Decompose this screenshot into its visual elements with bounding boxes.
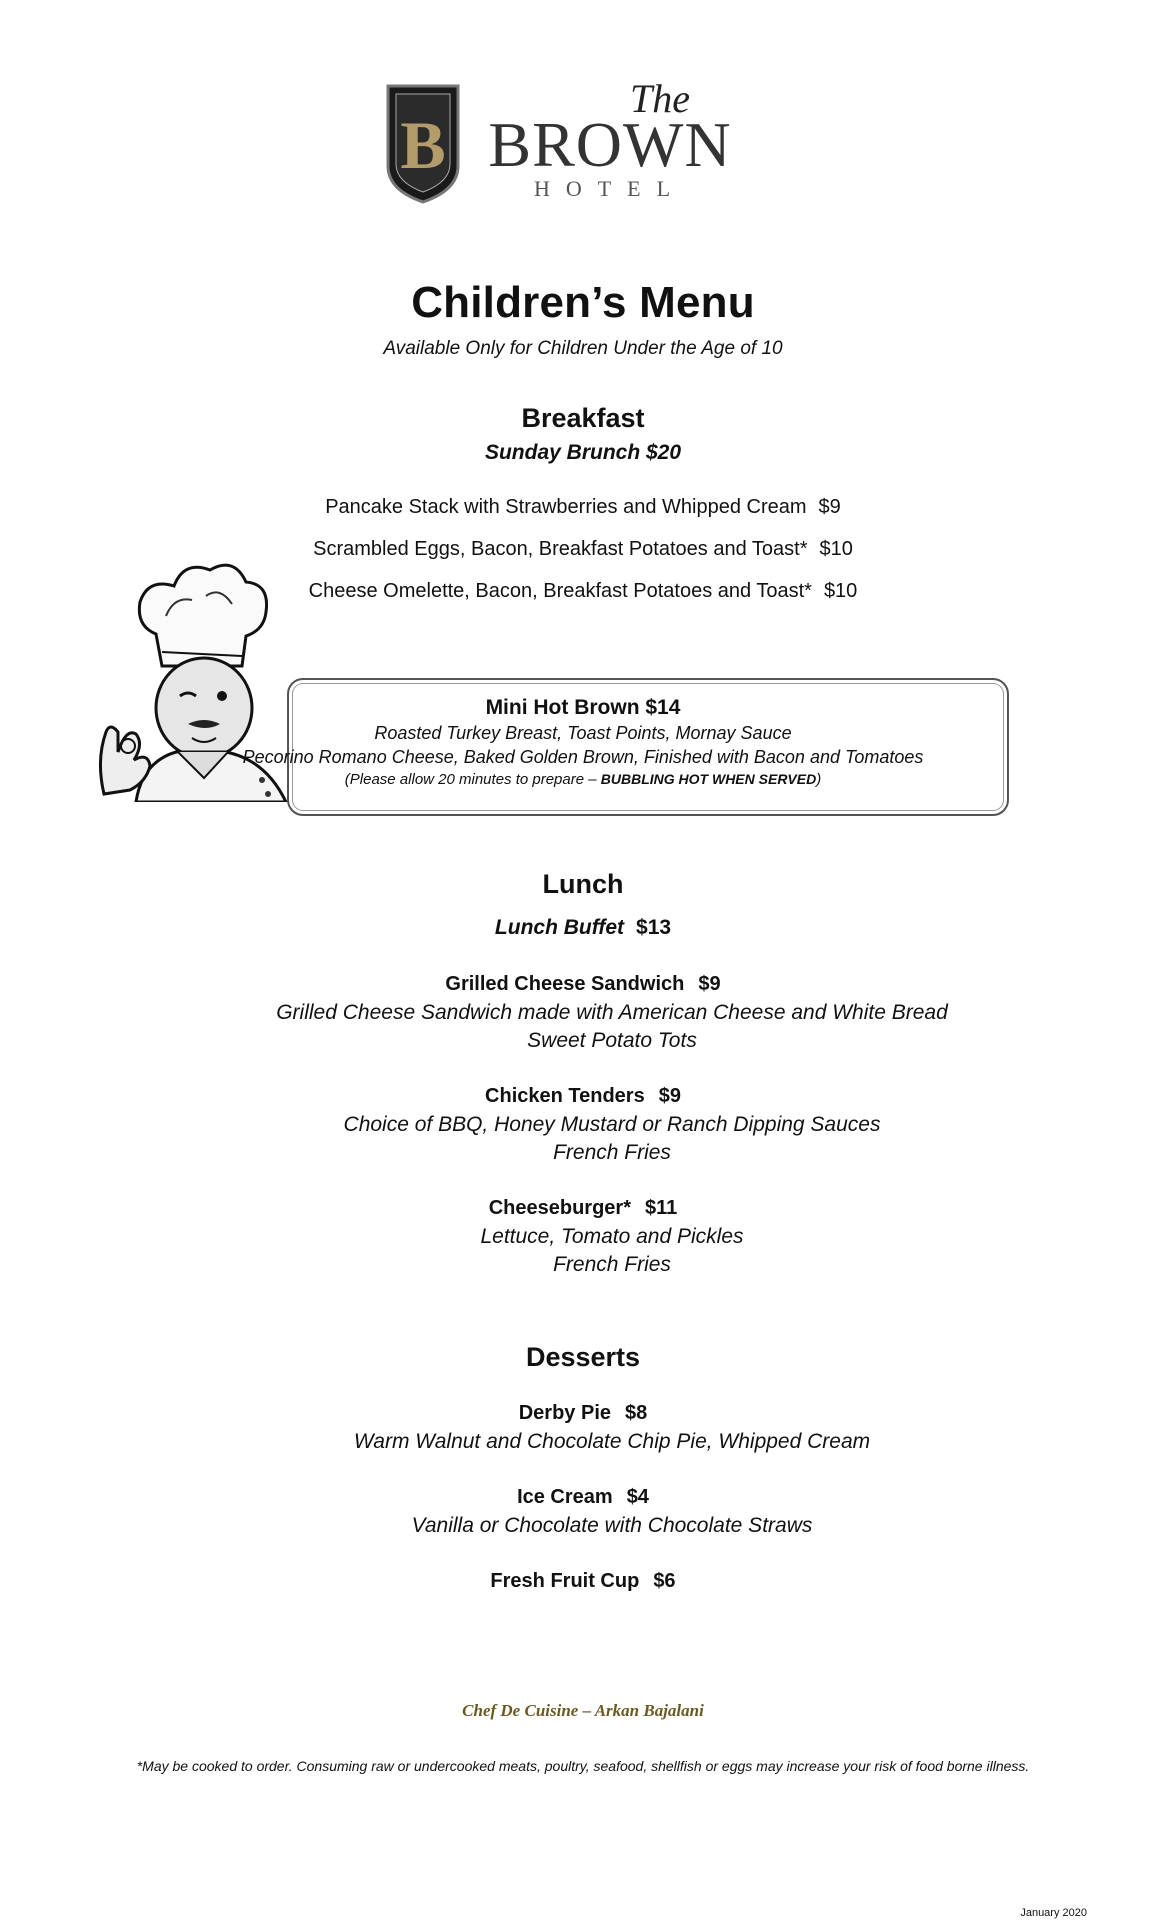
lunch-item-name: Cheeseburger* [488,1197,631,1219]
dessert-item [0,1402,1166,1425]
mini-hot-brown-note [0,771,1166,788]
lunch-item-desc: Lettuce, Tomato and Pickles [480,1225,744,1248]
dessert-item-price: $4 [626,1486,649,1508]
lunch-item-name: Grilled Cheese Sandwich [445,973,685,995]
lunch-heading: Lunch [542,869,624,899]
dessert-item [0,1486,1166,1509]
svg-text:BROWN: BROWN [488,109,732,180]
mini-hot-brown-desc-1: Roasted Turkey Breast, Toast Points, Mornay Sauce [374,723,792,743]
dessert-item-desc: Vanilla or Chocolate with Chocolate Straws [411,1514,813,1537]
lunch-buffet [0,916,1166,940]
lunch-item [0,1197,1166,1220]
mini-hot-brown-desc-2: Pecorino Romano Cheese, Baked Golden Brown, Finished with Bacon and Tomatoes [242,747,924,767]
lunch-item-desc: Choice of BBQ, Honey Mustard or Ranch Dipping Sauces [343,1113,881,1136]
menu-date: January 2020 [1020,1907,1087,1919]
dessert-item-name: Derby Pie [518,1402,611,1424]
lunch-buffet-label: Lunch Buffet [494,916,625,939]
breakfast-item [0,496,1166,519]
lunch-item-price: $9 [698,973,721,995]
page-title: Children’s Menu [411,278,755,327]
desserts-heading: Desserts [525,1342,641,1372]
svg-text:The: The [630,78,690,121]
sunday-brunch: Sunday Brunch $20 [484,441,682,464]
lunch-buffet-price: $13 [636,916,672,939]
lunch-item-side: Sweet Potato Tots [527,1029,697,1052]
svg-text:HOTEL: HOTEL [533,176,687,201]
breakfast-item-price: $10 [823,580,858,602]
breakfast-heading: Breakfast [521,403,645,433]
lunch-item [0,1085,1166,1108]
dessert-item-desc: Warm Walnut and Chocolate Chip Pie, Whipped Cream [353,1430,871,1453]
page-subtitle: Available Only for Children Under the Age of 10 [383,338,783,359]
breakfast-item-price: $10 [819,538,853,560]
dessert-item [0,1570,1166,1593]
brown-hotel-logo [378,78,758,206]
lunch-item-desc: Grilled Cheese Sandwich made with American Cheese and White Bread [276,1001,948,1024]
breakfast-item-name: Scrambled Eggs, Bacon, Breakfast Potatoes and Toast* [313,538,808,560]
lunch-item-price: $11 [645,1197,678,1219]
lunch-item-side: French Fries [553,1141,671,1164]
dessert-item-name: Fresh Fruit Cup [490,1570,640,1592]
lunch-item-price: $9 [658,1085,681,1107]
note-suffix: ) [816,771,822,788]
lunch-item-side: French Fries [553,1253,671,1276]
dessert-item-name: Ice Cream [517,1486,613,1508]
lunch-item [0,973,1166,996]
lunch-item-name: Chicken Tenders [485,1085,645,1107]
breakfast-item-name: Pancake Stack with Strawberries and Whipped Cream [325,496,807,518]
dessert-item-price: $6 [653,1570,676,1592]
note-prefix: (Please allow 20 minutes to prepare – [344,771,601,788]
note-emphasis: BUBBLING HOT WHEN SERVED [600,771,817,787]
breakfast-item-price: $9 [818,496,841,518]
food-safety-disclaimer: *May be cooked to order. Consuming raw or undercooked meats, poultry, seafood, shellfish or eggs may increase your risk of food borne illness. [136,1758,1030,1774]
breakfast-item-name: Cheese Omelette, Bacon, Breakfast Potatoes and Toast* [308,580,812,602]
mini-hot-brown-title: Mini Hot Brown $14 [485,696,681,719]
dessert-item-price: $8 [625,1402,648,1424]
chef-de-cuisine: Chef De Cuisine – Arkan Bajalani [462,1701,704,1720]
svg-text:B: B [400,107,446,183]
